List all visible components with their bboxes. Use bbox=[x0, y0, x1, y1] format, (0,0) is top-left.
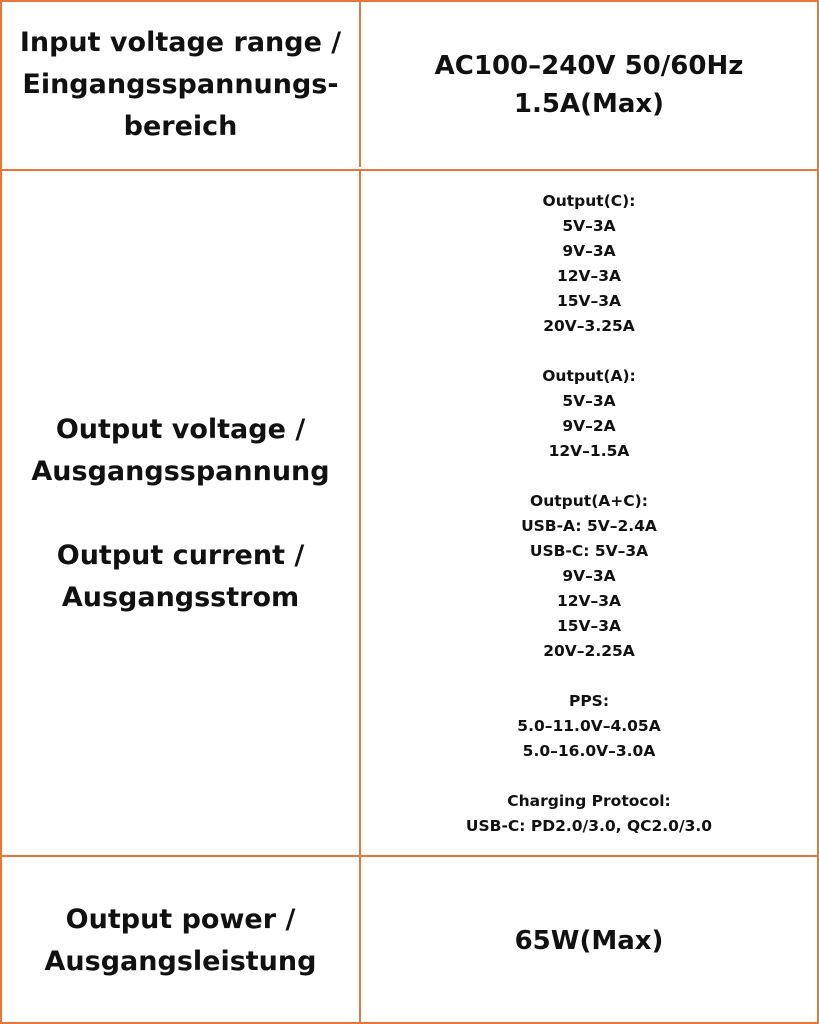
spec-line: 9V–3A bbox=[562, 241, 616, 260]
spec-line: 12V–1.5A bbox=[548, 441, 630, 460]
output-spec-list bbox=[466, 189, 712, 839]
spec-line: 5.0–16.0V–3.0A bbox=[522, 741, 656, 760]
spec-line: 12V–3A bbox=[556, 266, 622, 285]
input-voltage-label-line: bereich bbox=[123, 110, 238, 142]
output-power-row bbox=[2, 855, 817, 1024]
spec-group-heading: PPS: bbox=[568, 691, 610, 710]
input-voltage-label-cell bbox=[2, 2, 361, 167]
input-voltage-value-line: AC100–240V 50/60Hz bbox=[434, 50, 744, 81]
spec-group-heading: Output(A+C): bbox=[530, 491, 648, 510]
output-row bbox=[2, 169, 817, 856]
spec-line: USB-C: PD2.0/3.0, QC2.0/3.0 bbox=[465, 816, 713, 835]
output-power-label-line: Output power / bbox=[65, 903, 296, 935]
spec-group-heading: Output(C): bbox=[542, 191, 636, 210]
spec-line: 12V–3A bbox=[556, 591, 622, 610]
spec-group-heading: Charging Protocol: bbox=[507, 791, 671, 810]
spec-line: 15V–3A bbox=[556, 616, 622, 635]
output-power-label-cell bbox=[2, 857, 361, 1024]
output-power-value-cell bbox=[361, 857, 817, 1024]
output-power-label-line: Ausgangsleistung bbox=[44, 945, 317, 977]
spec-group-spacer bbox=[466, 764, 712, 789]
output-value-cell bbox=[361, 171, 817, 856]
spec-line: 5.0–11.0V–4.05A bbox=[517, 716, 661, 735]
output-current-label-line: Output current / bbox=[56, 539, 305, 571]
spec-line: 5V–3A bbox=[562, 391, 616, 410]
spec-group-spacer bbox=[466, 664, 712, 689]
output-power-value: 65W(Max) bbox=[514, 925, 664, 956]
spec-line: 9V–2A bbox=[562, 416, 616, 435]
input-voltage-value-cell bbox=[361, 2, 817, 167]
input-voltage-value-line: 1.5A(Max) bbox=[513, 88, 665, 119]
spec-group-spacer bbox=[466, 464, 712, 489]
spec-line: 15V–3A bbox=[556, 291, 622, 310]
spec-group-spacer bbox=[466, 339, 712, 364]
spec-group-heading: Output(A): bbox=[542, 366, 636, 385]
spec-line: USB-C: 5V–3A bbox=[529, 541, 649, 560]
output-voltage-label-line: Output voltage / bbox=[55, 413, 306, 445]
spec-line: USB-A: 5V–2.4A bbox=[521, 516, 657, 535]
output-current-label-line: Ausgangsstrom bbox=[61, 581, 300, 613]
output-label-cell bbox=[2, 171, 361, 856]
input-voltage-label-line: Eingangsspannungs- bbox=[22, 68, 339, 100]
spec-line: 5V–3A bbox=[562, 216, 616, 235]
spec-line: 20V–2.25A bbox=[543, 641, 635, 660]
input-voltage-row bbox=[2, 2, 817, 167]
input-voltage-label-line: Input voltage range / bbox=[19, 26, 342, 58]
spec-line: 9V–3A bbox=[562, 566, 616, 585]
spec-line: 20V–3.25A bbox=[543, 316, 635, 335]
output-voltage-label-line: Ausgangsspannung bbox=[31, 455, 330, 487]
